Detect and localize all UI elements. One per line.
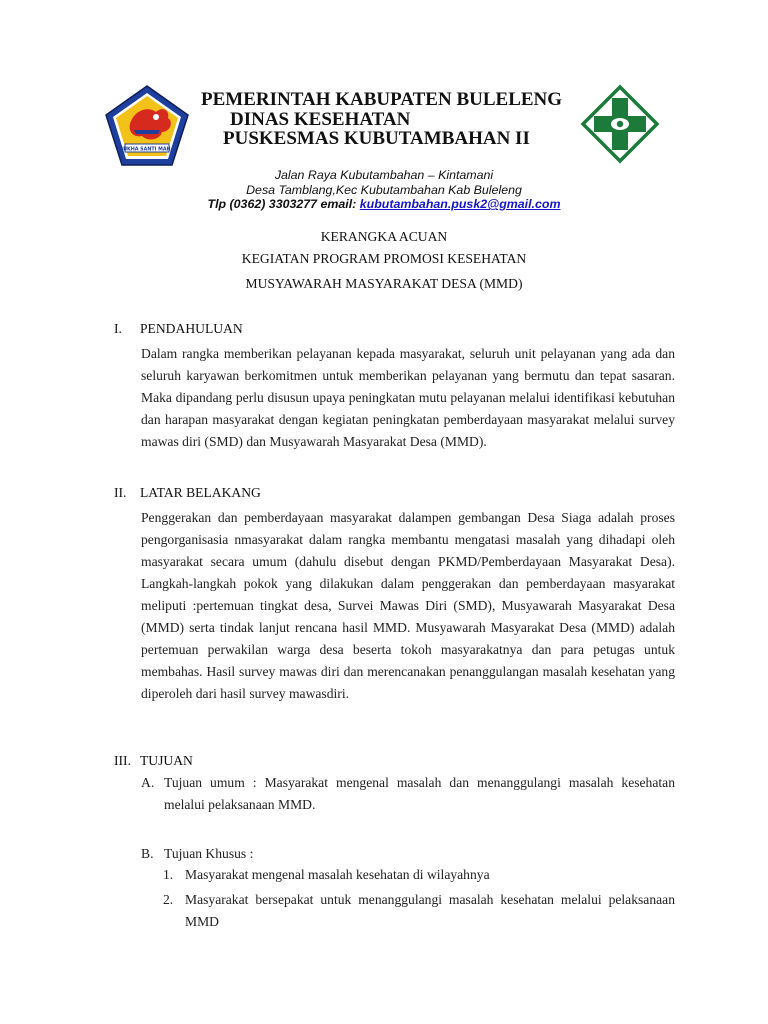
contact-line (0, 197, 768, 212)
section-heading-tujuan: III. TUJUAN (114, 753, 193, 768)
phone-text: Tlp (0362) 3303277 email: (207, 197, 360, 211)
section-heading-pendahuluan: I. PENDAHULUAN (114, 321, 243, 336)
document-subtitle: KEGIATAN PROGRAM PROMOSI KESEHATAN (241, 251, 527, 266)
section-heading-latar-belakang: II. LATAR BELAKANG (114, 485, 261, 500)
address-street: Jalan Raya Kubutambahan – Kintamani (274, 168, 494, 182)
section-paragraph-latar-belakang: Penggerakan dan pemberdayaan masyarakat dalampen gembangan Desa Siaga adalah proses pengorganisasia nmasyarakat dalam rangka membantu mengatasi masalah yang dihadapi oleh masyarakat secara umum (dahulu disebut dengan PKMD/Pemberdayaan Masyarakat Desa). Langkah-langkah pokok yang dilakukan dalam penggerakan dan pemberdayaan masyarakat meliputi :pertemuan tingkat desa, Survei Mawas Diri (SMD), Musyawarah Masyarakat Desa (MMD) serta tindak lanjut rencana hasil MMD. Musyawarah Masyarakat Desa (MMD) adalah pertemuan perwakilan warga desa beserta tokoh masyarakatnya dan para petugas untuk membahas. Hasil survey mawas diri dan merencanakan penanggulangan masalah kesehatan yang diperoleh dari hasil survey mawasdiri. (141, 510, 675, 701)
seal-motto: SUKHA SANTI MAHA (119, 147, 175, 153)
letterhead-clinic: PUSKESMAS KUBUTAMBAHAN II (223, 128, 530, 149)
section-paragraph-pendahuluan: Dalam rangka memberikan pelayanan kepada masyarakat, seluruh unit pelayanan yang ada dan seluruh karyawan berkomitmen untuk memberikan pelayanan yang bermutu dan tepat sasaran. Maka dipandang perlu disusun upaya peningkatan mutu pelayanan melalui identifikasi kebutuhan dan harapan masyarakat dengan kegiatan peningkatan pemberdayaan masyarakat melalui survey mawas diri (SMD) dan Musyawarah Masyarakat Desa (MMD). (141, 346, 675, 449)
document-title: KERANGKA ACUAN (320, 229, 448, 244)
letterhead-government: PEMERINTAH KABUPATEN BULELENG (201, 89, 563, 110)
address-village: Desa Tamblang,Kec Kubutambahan Kab Buleleng (246, 183, 522, 197)
email-link[interactable]: kubutambahan.pusk2@gmail.com (359, 197, 561, 211)
document-subtitle-2: MUSYAWARAH MASYARAKAT DESA (MMD) (245, 276, 523, 291)
letterhead-department: DINAS KESEHATAN (230, 109, 411, 130)
